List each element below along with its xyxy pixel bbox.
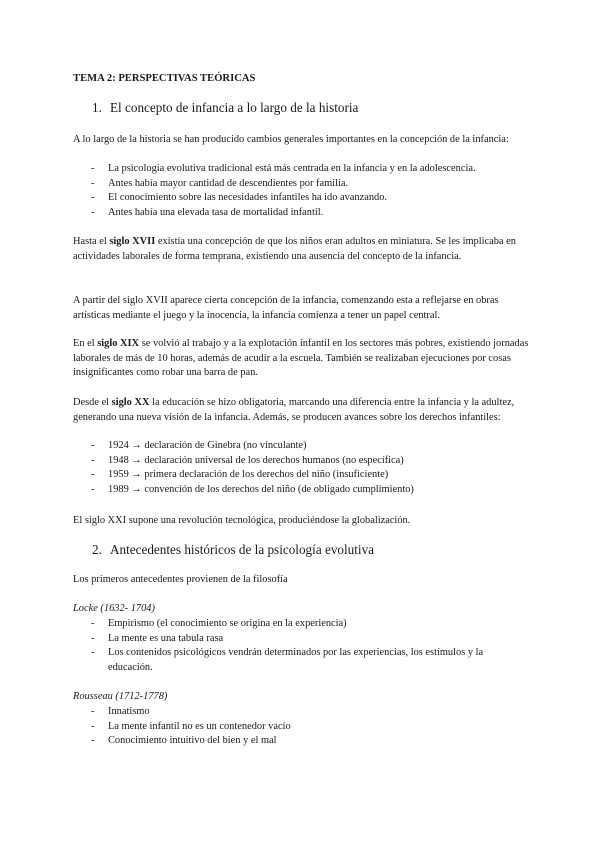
paragraph xyxy=(73,235,533,264)
list-item: - La mente es una tabula rasa xyxy=(91,632,521,647)
list-item: - El conocimiento sobre las necesidades infantiles ha ido avanzando. xyxy=(91,191,521,206)
author-name: Rousseau (1712-1778) xyxy=(73,691,168,702)
list-item: - 1948 → declaración universal de los derechos humanos (no específica) xyxy=(91,454,521,469)
paragraph: A partir del siglo XVII aparece cierta concepción de la infancia, comenzando esta a reflejarse en obras artísticas mediante el juego y la inocencia, la infancia comienza a tener un papel central. xyxy=(73,295,499,321)
list-item: - 1959 → primera declaración de los derechos del niño (insuficiente) xyxy=(91,468,521,483)
list-item: - Innatismo xyxy=(91,705,521,720)
emphasis-text: siglo XX xyxy=(111,397,150,408)
paragraph: A lo largo de la historia se han producido cambios generales importantes en la concepción de la infancia: xyxy=(73,134,509,145)
list-item: - Antes había una elevada tasa de mortalidad infantil. xyxy=(91,206,521,221)
text-run: existía una concepción de que los niños eran adultos en miniatura. Se les implicaba en actividades laborales de forma temprana, existiendo una ausencia del concepto de la infancia. xyxy=(73,236,516,262)
list-item: - 1924 → declaración de Ginebra (no vinculante) xyxy=(91,439,521,454)
section-heading-text: Antecedentes históricos de la psicología evolutiva xyxy=(110,542,375,557)
bullet-list xyxy=(91,162,521,220)
bullet-list xyxy=(91,439,521,497)
list-item: - La psicología evolutiva tradicional está más centrada en la infancia y en la adolescencia. xyxy=(91,162,521,177)
section-number: 2. xyxy=(92,542,102,557)
paragraph xyxy=(73,396,533,425)
author-name: Locke (1632- 1704) xyxy=(73,603,155,614)
bullet-list xyxy=(91,617,521,675)
text-run: se volvió al trabajo y a la explotación infantil en los sectores más pobres, existiendo jornadas laborales de más de 10 horas, además de acudir a la escuela. También se realizaban ejecuciones por cosas insignificantes como robar una barra de pan. xyxy=(73,338,529,379)
emphasis-text: siglo XVII xyxy=(109,236,156,247)
text-run: En el xyxy=(73,338,98,349)
list-item: - Los contenidos psicológicos vendrán determinados por las experiencias, los estímulos y la educación. xyxy=(91,646,521,675)
list-item: - Conocimiento intuitivo del bien y el mal xyxy=(91,734,521,749)
text-run: la educación se hizo obligatoria, marcando una diferencia entre la infancia y la adultez, generando una nueva visión de la infancia. Además, se producen avances sobre los derechos infantiles: xyxy=(73,397,515,423)
section-heading-text: El concepto de infancia a lo largo de la historia xyxy=(110,100,359,115)
list-item: - Antes había mayor cantidad de descendientes por familia. xyxy=(91,177,521,192)
section-heading-1 xyxy=(92,100,552,116)
paragraph xyxy=(73,337,533,381)
list-item: - La mente infantil no es un contenedor vacío xyxy=(91,720,521,735)
document-title: TEMA 2: PERSPECTIVAS TEÓRICAS xyxy=(73,73,256,84)
section-heading-2 xyxy=(92,542,552,558)
paragraph: Los primeros antecedentes provienen de la filosofía xyxy=(73,574,288,585)
bullet-list xyxy=(91,705,521,749)
paragraph: El siglo XXI supone una revolución tecnológica, produciéndose la globalización. xyxy=(73,515,411,526)
list-item: - 1989 → convención de los derechos del niño (de obligado cumplimiento) xyxy=(91,483,521,498)
list-item: - Empirismo (el conocimiento se origina en la experiencia) xyxy=(91,617,521,632)
emphasis-text: siglo XIX xyxy=(97,338,140,349)
section-number: 1. xyxy=(92,100,102,115)
text-run: Hasta el xyxy=(73,236,110,247)
text-run: Desde el xyxy=(73,397,112,408)
